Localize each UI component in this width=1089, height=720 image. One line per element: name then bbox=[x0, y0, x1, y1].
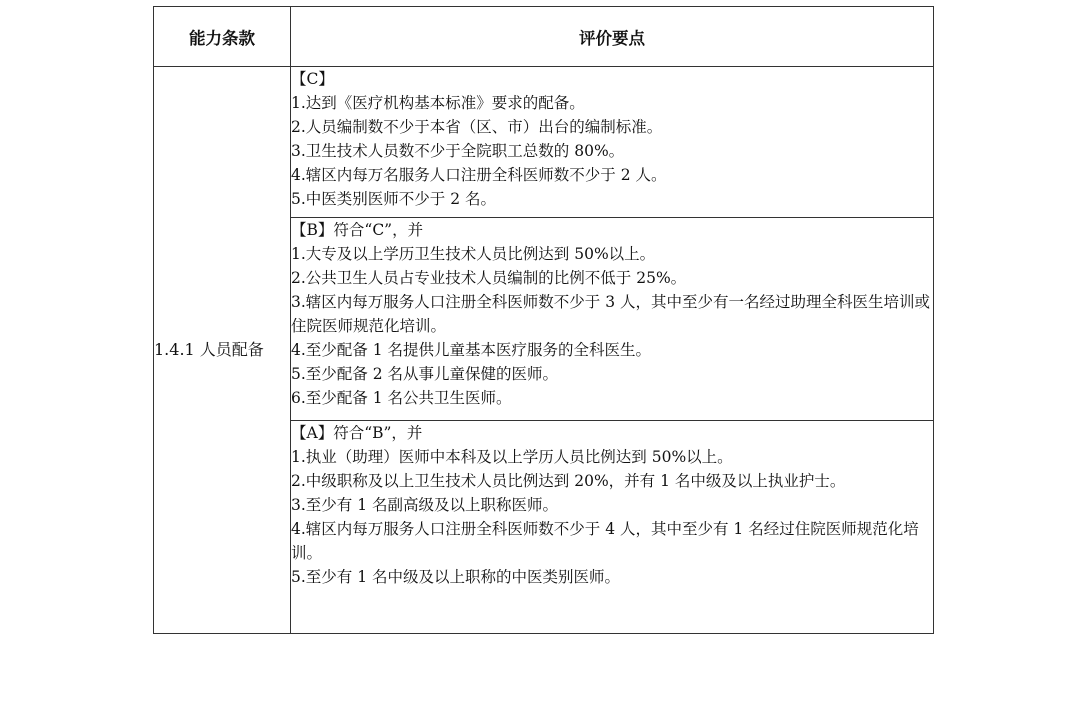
list-item: 1.达到《医疗机构基本标准》要求的配备。 bbox=[291, 94, 585, 112]
list-item: 6.至少配备 1 名公共卫生医师。 bbox=[291, 389, 512, 407]
list-item: 2.中级职称及以上卫生技术人员比例达到 20%，并有 1 名中级及以上执业护士。 bbox=[291, 472, 846, 490]
section-b bbox=[291, 218, 934, 421]
section-b-heading: 【B】符合“C”，并 bbox=[291, 221, 424, 239]
list-item: 1.大专及以上学历卫生技术人员比例达到 50%以上。 bbox=[291, 245, 656, 263]
section-a bbox=[291, 421, 934, 634]
list-item: 5.中医类别医师不少于 2 名。 bbox=[291, 190, 497, 208]
header-points: 评价要点 bbox=[291, 7, 934, 67]
item-label: 1.4.1 人员配备 bbox=[154, 67, 291, 634]
table-row bbox=[154, 67, 934, 218]
list-item: 3.辖区内每万服务人口注册全科医师数不少于 3 人，其中至少有一名经过助理全科医生培训或住院医师规范化培训。 bbox=[291, 293, 931, 335]
list-item: 4.辖区内每万服务人口注册全科医师数不少于 4 人，其中至少有 1 名经过住院医师规范化培训。 bbox=[291, 520, 919, 562]
list-item: 5.至少配备 2 名从事儿童保健的医师。 bbox=[291, 365, 559, 383]
list-item: 3.至少有 1 名副高级及以上职称医师。 bbox=[291, 496, 559, 514]
list-item: 5.至少有 1 名中级及以上职称的中医类别医师。 bbox=[291, 568, 621, 586]
section-c-heading: 【C】 bbox=[291, 70, 334, 88]
header-row bbox=[154, 7, 934, 67]
list-item: 2.公共卫生人员占专业技术人员编制的比例不低于 25%。 bbox=[291, 269, 687, 287]
list-item: 3.卫生技术人员数不少于全院职工总数的 80%。 bbox=[291, 142, 625, 160]
evaluation-table bbox=[153, 6, 934, 634]
list-item: 2.人员编制数不少于本省（区、市）出台的编制标准。 bbox=[291, 118, 663, 136]
list-item: 4.辖区内每万名服务人口注册全科医师数不少于 2 人。 bbox=[291, 166, 667, 184]
header-item: 能力条款 bbox=[154, 7, 291, 67]
list-item: 1.执业（助理）医师中本科及以上学历人员比例达到 50%以上。 bbox=[291, 448, 733, 466]
section-a-heading: 【A】符合“B”，并 bbox=[291, 424, 423, 442]
section-c bbox=[291, 67, 934, 218]
list-item: 4.至少配备 1 名提供儿童基本医疗服务的全科医生。 bbox=[291, 341, 652, 359]
